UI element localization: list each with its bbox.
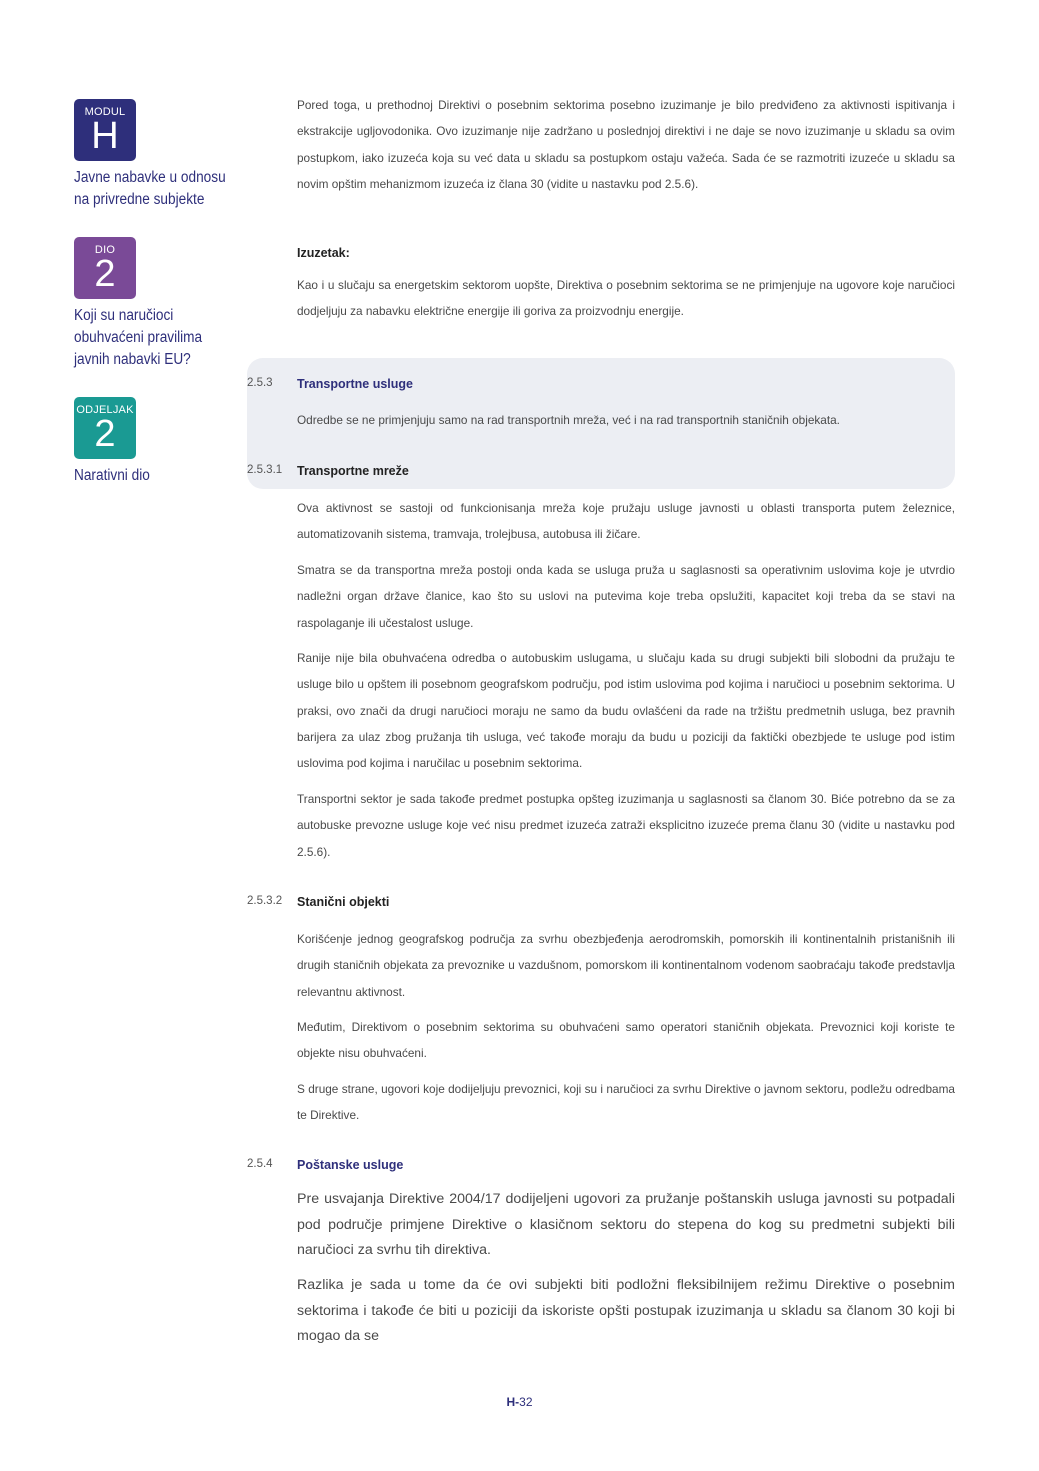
section-paragraph: Korišćenje jednog geografskog područja za svrhu obezbjeđenja aerodromskih, pomorskih ili kontinentalnih pristanišnih ili drugih staničnih objekata za prevoznike u vazdušnom, pomorskom ili kontinentalnom vodenom saobraćaju takođe predstavlja relevantnu aktivnost. [297, 932, 955, 999]
odjeljak-title [74, 465, 250, 487]
dio-badge-value: 2 [94, 253, 116, 295]
sidebar-odjeljak [74, 397, 274, 487]
dio-title-line: javnih nabavki EU? [74, 351, 191, 368]
modul-title [74, 167, 250, 211]
modul-title-line: na privredne subjekte [74, 191, 205, 208]
section-paragraph: Ranije nije bila obuhvaćena odredba o autobuskim uslugama, u slučaju kada su drugi subjekti bili slobodni da pružaju te usluge bilo u opštem ili posebnom geografskom području, pod istim uslovima pod kojima i naručioci u posebnim sektorima. U praksi, ovo znači da drugi naručioci moraju ne samo da budu ovlašćeni da rade na tržištu predmetnih usluga, bez pravnih barijera za ulaz zbog pružanja tih usluga, već takođe moraju da budu u poziciji da faktički obezbjede te usluge pod istim uslovima pod kojima i naručilac u posebnim sektorima. [297, 651, 955, 771]
dio-title-line: obuhvaćeni pravilima [74, 329, 203, 346]
section-title: Transportne usluge [297, 377, 413, 391]
section-paragraph: Transportni sektor je sada takođe predmet postupka opšteg izuzimanja u saglasnosti sa članom 30. Biće potrebno da se za autobuske prevozne usluge koje već nisu predmet izuzeća zatraži eksplicitno izuzeće prema članu 30 (vidite u nastavku pod 2.5.6). [297, 792, 955, 859]
intro-paragraph: Pored toga, u prethodnoj Direktivi o posebnim sektorima posebno izuzimanje je bilo predviđeno za aktivnosti ispitivanja i ekstrakcije ugljovodonika. Ovo izuzimanje nije zadržano u poslednjoj direktivi i ne daje se novo izuzimanje u skladu sa ovim postupkom, iako izuzeća koja su već data u skladu sa postupkom ostaju važeća. Sada će se razmotriti izuzeće u skladu sa novim opštim mehanizmom izuzeća iz člana 30 (vidite u nastavku pod 2.5.6). [297, 98, 955, 191]
modul-badge-value: H [91, 115, 119, 157]
modul-badge-label: MODUL [84, 106, 126, 118]
sidebar-dio [74, 237, 274, 371]
section-paragraph: Pre usvajanja Direktive 2004/17 dodijeljeni ugovori za pružanje poštanskih usluga javnosti su potpadali pod područje primjene Direktive o klasičnom sektoru do stepena do kog su predmetni subjekti bili naručioci za svrhu tih direktiva. [297, 1191, 955, 1258]
odjeljak-title-line: Narativni dio [74, 467, 150, 484]
page-number: 32 [519, 1395, 533, 1409]
section-paragraph: Ova aktivnost se sastoji od funkcionisanja mreža koje pružaju usluge javnosti u oblasti transporta putem železnice, automatizovanih sistema, tramvaja, trolejbusa, autobusa ili žičare. [297, 501, 955, 542]
dio-badge [74, 237, 136, 299]
section-number: 2.5.3 [247, 377, 273, 389]
exception-text: Kao i u slučaju sa energetskim sektorom uopšte, Direktiva o posebnim sektorima se ne primjenjuje na ugovore koje naručioci dodjeljuju za nabavku električne energije ili goriva za proizvodnju energije. [297, 278, 955, 319]
section-title: Poštanske usluge [297, 1158, 404, 1172]
section-title: Stanični objekti [297, 895, 390, 909]
dio-badge-label: DIO [94, 244, 116, 256]
section-number: 2.5.3.1 [247, 464, 283, 476]
section-paragraph: Odredbe se ne primjenjuju samo na rad transportnih mreža, već i na rad transportnih staničnih objekata. [297, 413, 840, 427]
section-paragraph: Međutim, Direktivom o posebnim sektorima su obuhvaćeni samo operatori staničnih objekata. Prevoznici koji koriste te objekte nisu obuhvaćeni. [297, 1020, 955, 1061]
page-footer [0, 1395, 1039, 1409]
modul-title-line: Javne nabavke u odnosu [74, 169, 226, 186]
section-title: Transportne mreže [297, 464, 409, 478]
section-paragraph: Smatra se da transportna mreža postoji onda kada se usluga pruža u saglasnosti sa operativnim uslovima koje je utvrdio nadležni organ države članice, kao što su uslovi na putevima koje treba opslužiti, kapacitet koji treba da se stavi na raspolaganje ili učestalost usluge. [297, 563, 955, 630]
odjeljak-badge-value: 2 [94, 413, 116, 455]
modul-badge [74, 99, 136, 161]
section-paragraph: S druge strane, ugovori koje dodijeljuju prevoznici, koji su i naručioci za svrhu Direktive o javnom sektoru, podležu odredbama te Direktive. [297, 1082, 955, 1123]
sidebar-modul [74, 99, 274, 211]
page-prefix: H- [506, 1395, 520, 1409]
odjeljak-badge-label: ODJELJAK [76, 404, 134, 416]
exception-heading: Izuzetak: [297, 246, 350, 260]
section-number: 2.5.3.2 [247, 895, 283, 907]
odjeljak-badge [74, 397, 136, 459]
dio-title-line: Koji su naručioci [74, 307, 174, 324]
dio-title [74, 305, 250, 371]
section-paragraph: Razlika je sada u tome da će ovi subjekti biti podložni fleksibilnijem režimu Direktive o posebnim sektorima i takođe će biti u poziciji da iskoriste opšti postupak izuzimanja u skladu sa članom 30 koji bi mogao da se [297, 1277, 955, 1344]
section-number: 2.5.4 [247, 1158, 273, 1170]
